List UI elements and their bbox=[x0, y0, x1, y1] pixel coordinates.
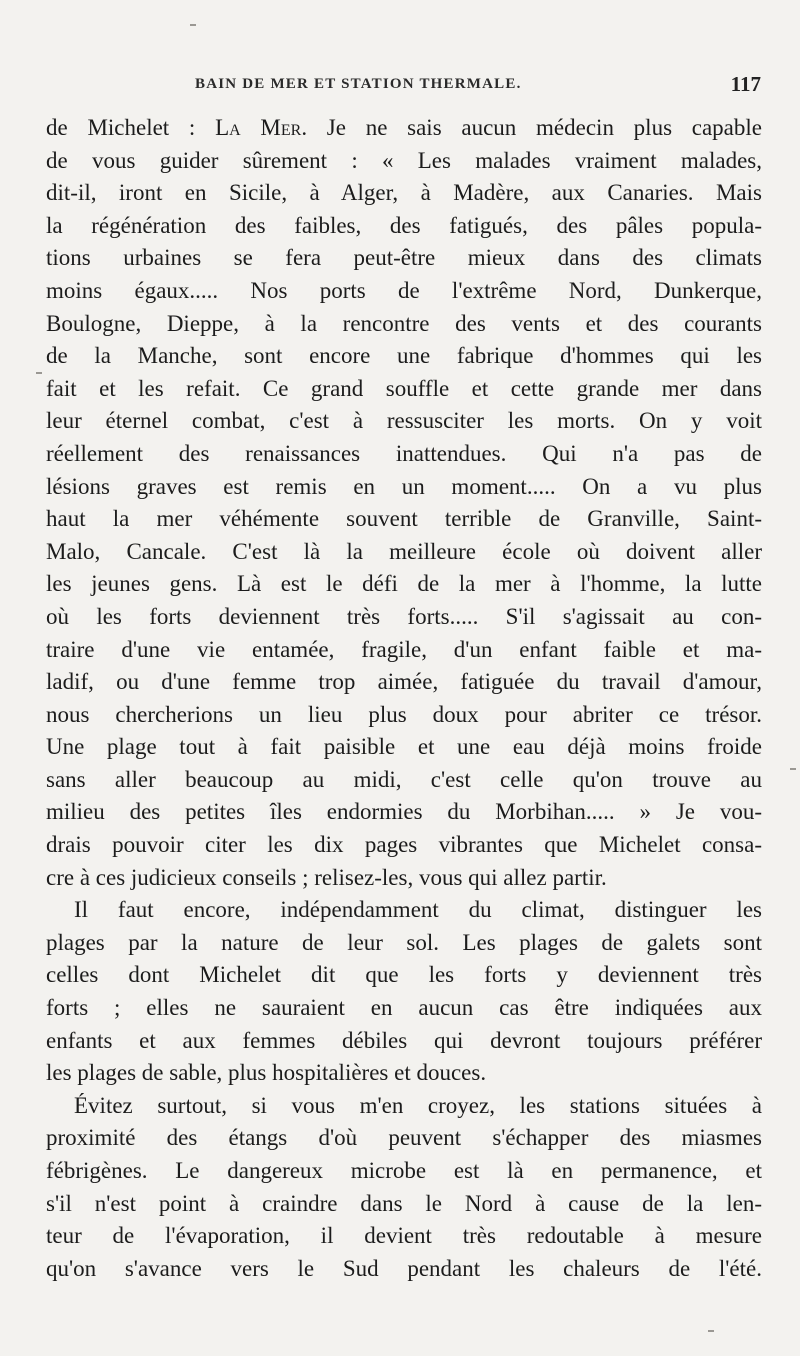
text-line: qu'on s'avance vers le Sud pendant les chaleurs de l'été. bbox=[46, 1255, 762, 1281]
text-line: de vous guider sûrement : « Les malades vraiment malades, bbox=[46, 147, 762, 173]
paragraph-end-line: les plages de sable, plus hospitalières et douces. bbox=[46, 1060, 487, 1086]
text-line: traire d'une vie entamée, fragile, d'un enfant faible et ma- bbox=[46, 636, 762, 662]
text-line: où les forts deviennent très forts..... S'il s'agissait au con- bbox=[46, 603, 762, 629]
paragraph-start-line: Il faut encore, indépendamment du climat, distinguer les bbox=[74, 897, 762, 923]
margin-dash-mark bbox=[708, 1330, 714, 1332]
text-line: s'il n'est point à craindre dans le Nord à cause de la len- bbox=[46, 1190, 762, 1216]
margin-dash-mark bbox=[36, 372, 42, 374]
text-line: Une plage tout à fait paisible et une eau déjà moins froide bbox=[46, 734, 762, 760]
text-line: sans aller beaucoup au midi, c'est celle qu'on trouve au bbox=[46, 766, 762, 792]
text-line: drais pouvoir citer les dix pages vibrantes que Michelet consa- bbox=[46, 832, 762, 858]
margin-dash-mark bbox=[790, 768, 796, 770]
page-header bbox=[45, 74, 765, 98]
text-line: milieu des petites îles endormies du Morbihan..... » Je vou- bbox=[46, 799, 762, 825]
text-line: de la Manche, sont encore une fabrique d'hommes qui les bbox=[46, 343, 762, 369]
text-line: haut la mer véhémente souvent terrible de Granville, Saint- bbox=[46, 506, 762, 532]
body-text bbox=[46, 112, 762, 1285]
paragraph-end-line: cre à ces judicieux conseils ; relisez-les, vous qui allez partir. bbox=[46, 864, 607, 890]
text-line: teur de l'évaporation, il devient très redoutable à mesure bbox=[46, 1223, 762, 1249]
text-line: réellement des renaissances inattendues. Qui n'a pas de bbox=[46, 440, 762, 466]
text-line: lésions graves est remis en un moment..... On a vu plus bbox=[46, 473, 762, 499]
text-line: ladif, ou d'une femme trop aimée, fatiguée du travail d'amour, bbox=[46, 669, 762, 695]
text-line: celles dont Michelet dit que les forts y deviennent très bbox=[46, 962, 762, 988]
text-line: dit-il, iront en Sicile, à Alger, à Madère, aux Canaries. Mais bbox=[46, 180, 762, 206]
text-line: leur éternel combat, c'est à ressusciter les morts. On y voit bbox=[46, 408, 762, 434]
text-line: tions urbaines se fera peut-être mieux dans des climats bbox=[46, 245, 762, 271]
text-line: les jeunes gens. Là est le défi de la mer à l'homme, la lutte bbox=[46, 571, 762, 597]
text-line: Malo, Cancale. C'est là la meilleure école où doivent aller bbox=[46, 538, 762, 564]
text-line: de Michelet : La Mer. Je ne sais aucun médecin plus capable bbox=[46, 115, 762, 140]
text-line: moins égaux..... Nos ports de l'extrême Nord, Dunkerque, bbox=[46, 277, 762, 303]
text-line: fait et les refait. Ce grand souffle et cette grande mer dans bbox=[46, 375, 762, 401]
text-line: fébrigènes. Le dangereux microbe est là en permanence, et bbox=[46, 1158, 762, 1183]
text-line: enfants et aux femmes débiles qui devront toujours préférer bbox=[46, 1027, 762, 1053]
text-line: plages par la nature de leur sol. Les plages de galets sont bbox=[46, 929, 762, 955]
paragraph-start-line: Évitez surtout, si vous m'en croyez, les stations situées à bbox=[74, 1092, 762, 1118]
margin-dash-mark bbox=[190, 24, 196, 26]
text-line: Boulogne, Dieppe, à la rencontre des vents et des courants bbox=[46, 310, 762, 336]
page-number: 117 bbox=[730, 72, 761, 96]
text-line: proximité des étangs d'où peuvent s'échapper des miasmes bbox=[46, 1125, 762, 1151]
text-line: forts ; elles ne sauraient en aucun cas être indiquées aux bbox=[46, 995, 762, 1021]
text-line: la régénération des faibles, des fatigués, des pâles popula- bbox=[46, 212, 762, 238]
text-line: nous chercherions un lieu plus doux pour abriter ce trésor. bbox=[46, 701, 762, 727]
book-title: La Mer bbox=[215, 115, 302, 140]
running-head: BAIN DE MER ET STATION THERMALE. bbox=[195, 76, 522, 92]
